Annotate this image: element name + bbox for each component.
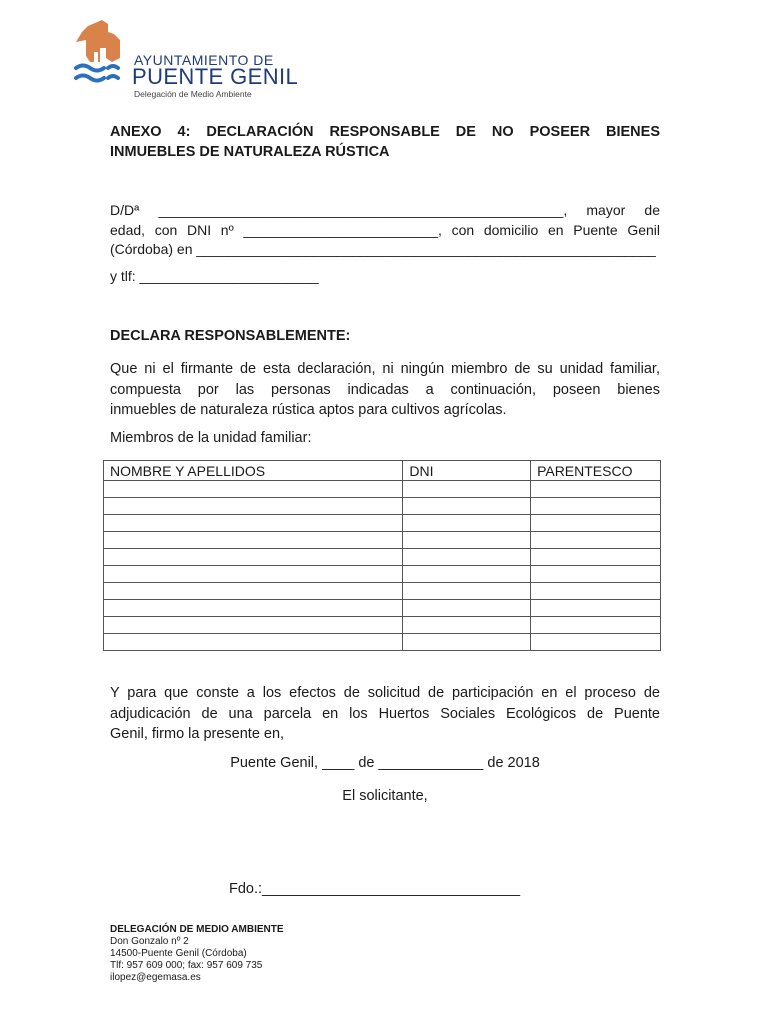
form-line-phone[interactable]: y tlf: _______________________ bbox=[110, 268, 319, 284]
cell-dni[interactable] bbox=[403, 634, 531, 651]
footer-contact bbox=[110, 924, 284, 984]
cell-dni[interactable] bbox=[403, 600, 531, 617]
statement-line-1: Que ni el firmante de esta declaración, ni ningún miembro de su unidad familiar, bbox=[110, 361, 660, 377]
cell-name[interactable] bbox=[104, 600, 403, 617]
column-header-name: NOMBRE Y APELLIDOS bbox=[104, 461, 403, 481]
family-members-table bbox=[103, 460, 661, 651]
cell-relationship[interactable] bbox=[531, 566, 661, 583]
cell-name[interactable] bbox=[104, 634, 403, 651]
cell-dni[interactable] bbox=[403, 583, 531, 600]
closing-line-1: Y para que conste a los efectos de solicitud de participación en el proceso de bbox=[110, 685, 660, 701]
cell-relationship[interactable] bbox=[531, 481, 661, 498]
cell-name[interactable] bbox=[104, 583, 403, 600]
logo-line-3: Delegación de Medio Ambiente bbox=[134, 89, 252, 99]
closing-line-3: Genil, firmo la presente en, bbox=[110, 726, 285, 742]
cell-name[interactable] bbox=[104, 566, 403, 583]
cell-dni[interactable] bbox=[403, 566, 531, 583]
closing-paragraph bbox=[110, 683, 660, 745]
cell-dni[interactable] bbox=[403, 498, 531, 515]
table-row bbox=[104, 498, 661, 515]
document-title bbox=[110, 122, 660, 162]
footer-phone: Tlf: 957 609 000; fax: 957 609 735 bbox=[110, 960, 263, 971]
logo-emblem-icon bbox=[72, 18, 132, 100]
logo-line-1: AYUNTAMIENTO DE bbox=[134, 52, 274, 68]
logo-line-2: PUENTE GENIL bbox=[132, 64, 299, 89]
cell-relationship[interactable] bbox=[531, 583, 661, 600]
declaration-statement bbox=[110, 359, 660, 421]
column-header-dni: DNI bbox=[403, 461, 531, 481]
footer-city: 14500-Puente Genil (Córdoba) bbox=[110, 948, 247, 959]
table-row bbox=[104, 600, 661, 617]
cell-name[interactable] bbox=[104, 515, 403, 532]
cell-name[interactable] bbox=[104, 532, 403, 549]
title-line-2: INMUEBLES DE NATURALEZA RÚSTICA bbox=[110, 144, 390, 160]
footer-heading: DELEGACIÓN DE MEDIO AMBIENTE bbox=[110, 924, 284, 935]
place-date-line[interactable]: Puente Genil, ____ de _____________ de 2018 bbox=[230, 755, 540, 771]
cell-dni[interactable] bbox=[403, 617, 531, 634]
cell-relationship[interactable] bbox=[531, 498, 661, 515]
cell-relationship[interactable] bbox=[531, 549, 661, 566]
applicant-details bbox=[110, 201, 660, 260]
cell-relationship[interactable] bbox=[531, 634, 661, 651]
title-line-1: ANEXO 4: DECLARACIÓN RESPONSABLE DE NO POSEER BIENES bbox=[110, 124, 660, 140]
form-line-address[interactable]: (Córdoba) en ___________________________________________________________ bbox=[110, 241, 656, 257]
column-header-relationship: PARENTESCO bbox=[531, 461, 661, 481]
signature-line[interactable]: Fdo.:________________________________ bbox=[229, 881, 521, 897]
cell-name[interactable] bbox=[104, 498, 403, 515]
closing-line-2: adjudicación de una parcela en los Huertos Sociales Ecológicos de Puente bbox=[110, 705, 660, 722]
table-row bbox=[104, 634, 661, 651]
statement-line-2: compuesta por las personas indicadas a continuación, poseen bienes bbox=[110, 381, 660, 398]
table-row bbox=[104, 583, 661, 600]
table-row bbox=[104, 515, 661, 532]
cell-name[interactable] bbox=[104, 481, 403, 498]
cell-dni[interactable] bbox=[403, 481, 531, 498]
statement-line-3: inmuebles de naturaleza rústica aptos para cultivos agrícolas. bbox=[110, 402, 507, 418]
cell-name[interactable] bbox=[104, 617, 403, 634]
table-row bbox=[104, 481, 661, 498]
cell-relationship[interactable] bbox=[531, 515, 661, 532]
footer-address: Don Gonzalo nº 2 bbox=[110, 936, 189, 947]
form-line-name[interactable]: D/Dª ____________________________________________________, mayor de bbox=[110, 202, 660, 218]
cell-relationship[interactable] bbox=[531, 600, 661, 617]
footer-email[interactable]: ilopez@egemasa.es bbox=[110, 972, 201, 983]
cell-dni[interactable] bbox=[403, 549, 531, 566]
members-label: Miembros de la unidad familiar: bbox=[110, 430, 312, 446]
table-row bbox=[104, 617, 661, 634]
table-row bbox=[104, 566, 661, 583]
cell-name[interactable] bbox=[104, 549, 403, 566]
form-line-dni[interactable]: edad, con DNI nº _________________________, con domicilio en Puente Genil bbox=[110, 221, 660, 238]
table-header-row bbox=[104, 461, 661, 481]
cell-relationship[interactable] bbox=[531, 617, 661, 634]
cell-dni[interactable] bbox=[403, 532, 531, 549]
municipality-logo bbox=[72, 18, 299, 100]
applicant-label: El solicitante, bbox=[342, 788, 428, 804]
declaration-heading: DECLARA RESPONSABLEMENTE: bbox=[110, 328, 351, 344]
table-row bbox=[104, 549, 661, 566]
cell-dni[interactable] bbox=[403, 515, 531, 532]
cell-relationship[interactable] bbox=[531, 532, 661, 549]
table-row bbox=[104, 532, 661, 549]
